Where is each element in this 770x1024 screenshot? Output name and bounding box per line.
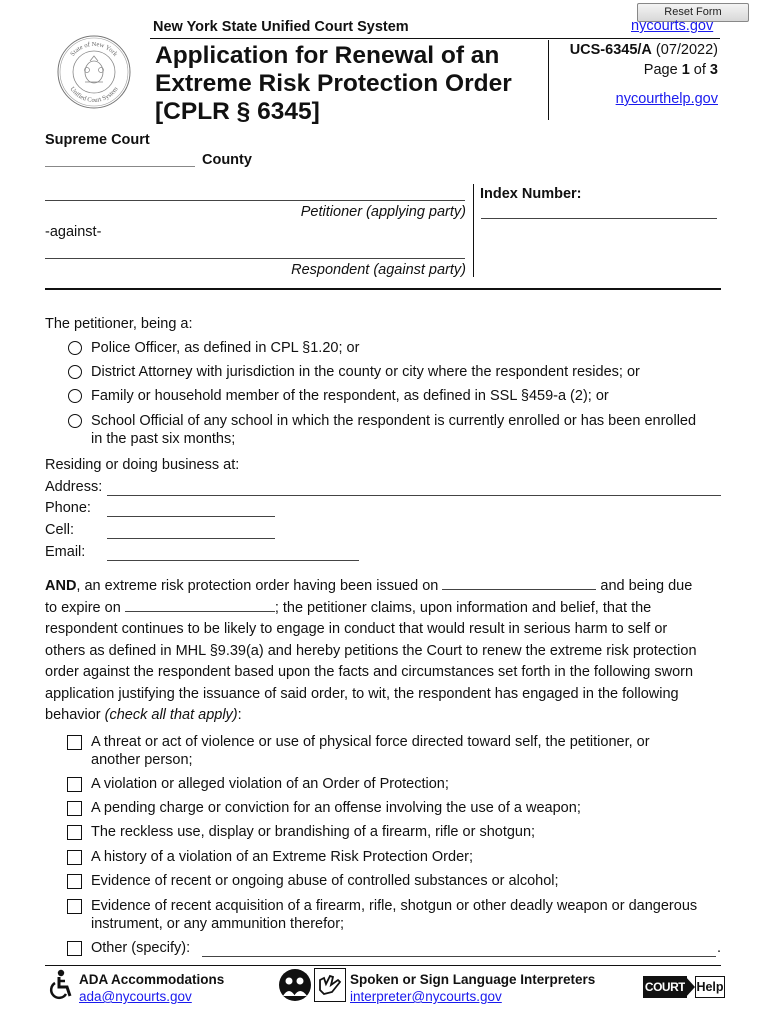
phone-label: Phone:: [45, 500, 91, 516]
option-school-official-cont: in the past six months;: [91, 431, 236, 447]
index-number-field[interactable]: [481, 204, 717, 219]
behavior-substance-abuse: Evidence of recent or ongoing abuse of controlled substances or alcohol;: [91, 873, 559, 889]
petitioner-label: Petitioner (applying party): [300, 204, 466, 220]
family-member-radio[interactable]: [68, 389, 82, 403]
footer-rule: [45, 965, 721, 966]
form-title: Application for Renewal of an Extreme Risk Protection Order [CPLR § 6345]: [155, 42, 512, 125]
phone-field[interactable]: [107, 502, 275, 517]
option-school-official: School Official of any school in which the respondent is currently enrolled or has been enrolled: [91, 413, 697, 429]
county-label: County: [202, 152, 252, 168]
behavior-order-violation: A violation or alleged violation of an Order of Protection;: [91, 776, 449, 792]
weapon-charge-checkbox[interactable]: [67, 801, 82, 816]
interpreter-title: Spoken or Sign Language Interpreters: [350, 972, 596, 987]
option-family-member: Family or household member of the respondent, as defined in SSL §459-a (2); or: [91, 388, 609, 404]
expire-date-field[interactable]: [125, 598, 275, 612]
renewal-paragraph: AND, an extreme risk protection order having been issued on and being due to expire on ; the petitioner claims, upon information and belief, that the respondent continues to be likely to engage in conduct that would result in serious harm to self or others as defined in MHL §9.39(a) and hereby petitions the Court to renew the extreme risk protection order against the respondent based upon the facts and circumstances set forth in the following sworn application justifying the issuance of said order, to wit, the respondent has engaged in the following behavior (check all that apply):: [45, 578, 697, 723]
email-label: Email:: [45, 544, 86, 560]
ada-email-link[interactable]: ada@nycourts.gov: [79, 989, 192, 1004]
header-rule: [150, 38, 720, 39]
email-field[interactable]: [107, 546, 359, 561]
reckless-use-checkbox[interactable]: [67, 825, 82, 840]
logo-court-text: COURT: [643, 976, 687, 998]
behavior-weapon-acquisition-cont: instrument, or any ammunition therefor;: [91, 916, 345, 932]
other-label: Other (specify):: [91, 940, 191, 956]
logo-help-text: Help: [695, 976, 725, 998]
sign-language-icon: [314, 968, 346, 1002]
other-end: .: [717, 940, 722, 956]
county-field[interactable]: [45, 152, 195, 167]
nycourthelp-link[interactable]: nycourthelp.gov: [615, 91, 718, 107]
page-indicator: Page 1 of 3: [643, 62, 718, 78]
issued-date-field[interactable]: [442, 576, 596, 590]
school-official-radio[interactable]: [68, 414, 82, 428]
petitioner-name-field[interactable]: [45, 186, 465, 201]
petitioner-intro: The petitioner, being a:: [45, 316, 193, 332]
option-district-attorney: District Attorney with jurisdiction in the county or city where the respondent resides; or: [91, 364, 640, 380]
caption-rule: [45, 288, 721, 290]
interpreter-icon: [278, 968, 312, 1002]
courthelp-logo: [643, 976, 723, 998]
behavior-weapon-acquisition: Evidence of recent acquisition of a firearm, rifle, shotgun or other deadly weapon or dangerous: [91, 898, 698, 914]
address-field[interactable]: [107, 481, 721, 496]
order-violation-checkbox[interactable]: [67, 777, 82, 792]
residing-label: Residing or doing business at:: [45, 457, 240, 473]
cell-field[interactable]: [107, 524, 275, 539]
index-number-label: Index Number:: [480, 186, 582, 202]
interpreter-email-link[interactable]: interpreter@nycourts.gov: [350, 989, 502, 1004]
weapon-acquisition-checkbox[interactable]: [67, 899, 82, 914]
behavior-reckless-use: The reckless use, display or brandishing of a firearm, rifle or shotgun;: [91, 824, 536, 840]
header-divider: [548, 40, 549, 120]
behavior-threat: A threat or act of violence or use of physical force directed toward self, the petitioner, or: [91, 734, 650, 750]
against-label: -against-: [45, 224, 102, 240]
address-label: Address:: [45, 479, 103, 495]
behavior-erpo-violation: A history of a violation of an Extreme Risk Protection Order;: [91, 849, 473, 865]
other-checkbox[interactable]: [67, 941, 82, 956]
svg-text:State of New York: State of New York: [69, 41, 119, 58]
nycourts-link[interactable]: nycourts.gov: [631, 18, 714, 34]
reset-form-button[interactable]: Reset Form: [637, 3, 749, 22]
district-attorney-radio[interactable]: [68, 365, 82, 379]
behavior-threat-cont: another person;: [91, 752, 193, 768]
option-police-officer: Police Officer, as defined in CPL §1.20; or: [91, 340, 360, 356]
respondent-name-field[interactable]: [45, 244, 465, 259]
respondent-label: Respondent (against party): [291, 262, 466, 278]
police-officer-radio[interactable]: [68, 341, 82, 355]
wheelchair-icon: [46, 969, 74, 1001]
cell-label: Cell:: [45, 522, 75, 538]
erpo-violation-checkbox[interactable]: [67, 850, 82, 865]
other-specify-field[interactable]: [202, 942, 716, 957]
svg-text:Unified Court System: Unified Court System: [68, 85, 120, 105]
substance-abuse-checkbox[interactable]: [67, 874, 82, 889]
ada-title: ADA Accommodations: [79, 972, 225, 987]
behavior-weapon-charge: A pending charge or conviction for an offense involving the use of a weapon;: [91, 800, 581, 816]
threat-checkbox[interactable]: [67, 735, 82, 750]
logo-arrow-icon: [685, 976, 695, 998]
form-number: UCS-6345/A (07/2022): [569, 42, 718, 58]
caption-divider: [473, 184, 474, 277]
court-name: Supreme Court: [45, 132, 150, 148]
court-system-name: New York State Unified Court System: [153, 19, 409, 35]
court-seal-icon: [56, 34, 132, 110]
